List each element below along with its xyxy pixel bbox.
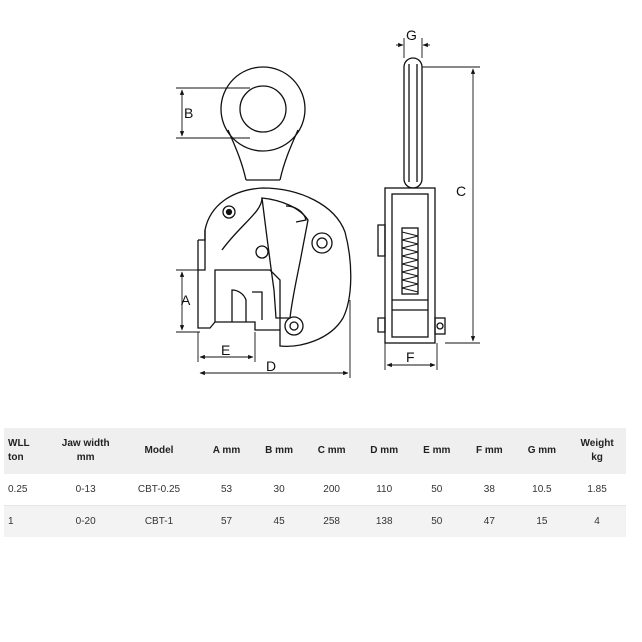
dim-label-c: C (456, 183, 467, 199)
header-jaw-width: Jaw width mm (54, 428, 118, 474)
cell-c: 200 (305, 474, 358, 506)
header-b: B mm (253, 428, 306, 474)
dim-label-b: B (184, 105, 194, 121)
dim-label-d: D (266, 358, 277, 374)
cell-f: 47 (463, 506, 516, 538)
cell-jaw-width: 0-13 (54, 474, 118, 506)
cell-b: 45 (253, 506, 306, 538)
dim-label-g: G (406, 27, 417, 43)
cell-c: 258 (305, 506, 358, 538)
cell-e: 50 (410, 506, 463, 538)
clamp-side-view (378, 58, 445, 343)
dim-label-a: A (181, 292, 191, 308)
cell-weight: 1.85 (568, 474, 626, 506)
cell-model: CBT-1 (118, 506, 200, 538)
cell-b: 30 (253, 474, 306, 506)
cell-wll: 0.25 (4, 474, 54, 506)
header-d: D mm (358, 428, 411, 474)
table-row (4, 474, 626, 506)
cell-d: 138 (358, 506, 411, 538)
spec-table-header-row (4, 428, 626, 474)
cell-a: 57 (200, 506, 253, 538)
header-wll: WLL ton (4, 428, 54, 474)
header-e: E mm (410, 428, 463, 474)
header-a: A mm (200, 428, 253, 474)
header-weight: Weight kg (568, 428, 626, 474)
header-f: F mm (463, 428, 516, 474)
cell-g: 10.5 (516, 474, 569, 506)
header-g: G mm (516, 428, 569, 474)
cell-jaw-width: 0-20 (54, 506, 118, 538)
cell-e: 50 (410, 474, 463, 506)
cell-f: 38 (463, 474, 516, 506)
cell-wll: 1 (4, 506, 54, 538)
cell-a: 53 (200, 474, 253, 506)
cell-g: 15 (516, 506, 569, 538)
dim-label-e: E (221, 342, 231, 358)
header-c: C mm (305, 428, 358, 474)
header-model: Model (118, 428, 200, 474)
cell-d: 110 (358, 474, 411, 506)
table-row (4, 506, 626, 538)
clamp-front-view (198, 67, 351, 346)
spec-table (4, 428, 626, 537)
cell-weight: 4 (568, 506, 626, 538)
cell-model: CBT-0.25 (118, 474, 200, 506)
dim-label-f: F (406, 349, 415, 365)
